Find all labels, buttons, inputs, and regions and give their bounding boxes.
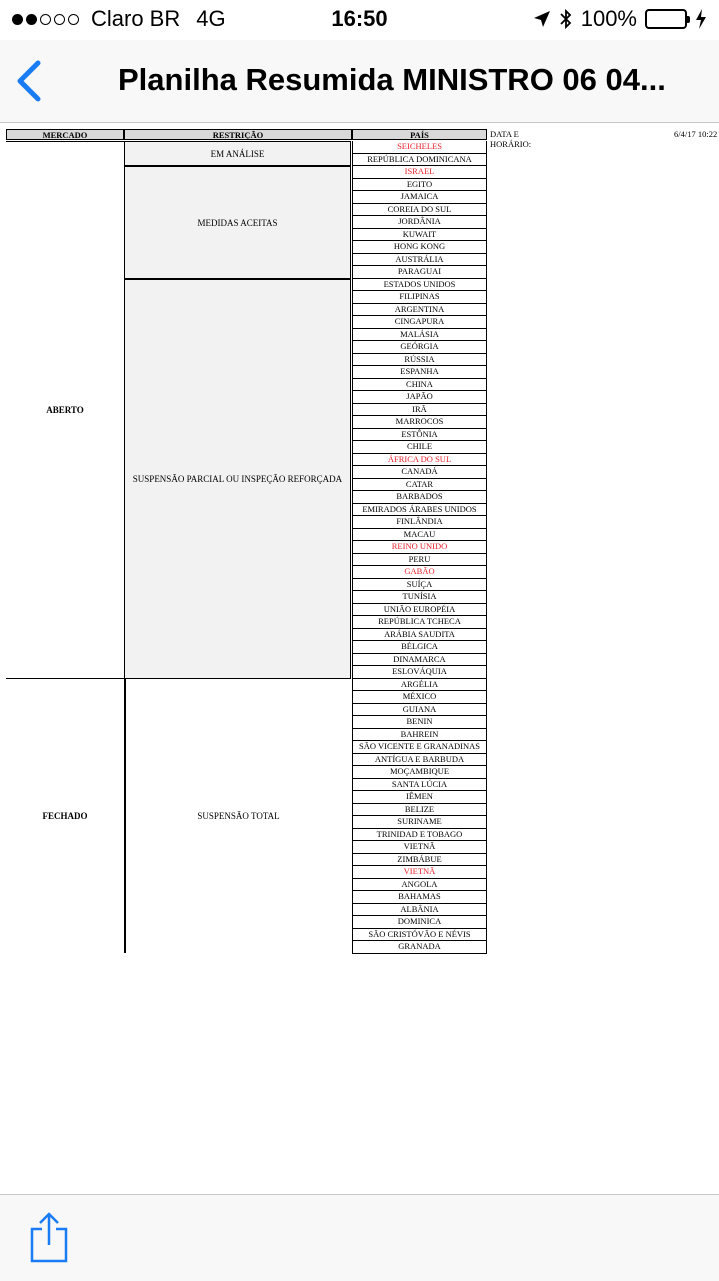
- country-cell: FINLÂNDIA: [352, 516, 487, 529]
- mercado-fechado: FECHADO: [6, 678, 124, 953]
- header-mercado: MERCADO: [6, 129, 124, 140]
- country-cell: SURINAME: [352, 816, 487, 829]
- status-bar: [0, 0, 719, 40]
- country-cell: MARROCOS: [352, 416, 487, 429]
- country-cell: KUWAIT: [352, 229, 487, 242]
- country-cell: BAHAMAS: [352, 891, 487, 904]
- country-cell: REINO UNIDO: [352, 541, 487, 554]
- country-cell: GEÓRGIA: [352, 341, 487, 354]
- country-cell: ZIMBÁBUE: [352, 854, 487, 867]
- country-cell: CINGAPURA: [352, 316, 487, 329]
- country-cell: HONG KONG: [352, 241, 487, 254]
- carrier-name: Claro BR: [91, 6, 181, 31]
- country-cell: DINAMARCA: [352, 654, 487, 667]
- bolt-icon: [695, 9, 707, 29]
- country-cell: ARGENTINA: [352, 304, 487, 317]
- country-cell: ESPANHA: [352, 366, 487, 379]
- location-arrow-icon: [533, 10, 551, 28]
- header-pais: PAÍS: [352, 129, 487, 140]
- country-cell: MOÇAMBIQUE: [352, 766, 487, 779]
- country-cell: JORDÂNIA: [352, 216, 487, 229]
- country-cell: BÉLGICA: [352, 641, 487, 654]
- country-cell: COREIA DO SUL: [352, 204, 487, 217]
- restricao-medidas-aceitas: MEDIDAS ACEITAS: [124, 166, 351, 279]
- restricao-em-analise: EM ANÁLISE: [124, 141, 351, 166]
- country-cell: BELIZE: [352, 804, 487, 817]
- country-cell: GRANADA: [352, 941, 487, 954]
- country-cell: MÉXICO: [352, 691, 487, 704]
- bottom-toolbar: [0, 1194, 719, 1281]
- network-type: 4G: [196, 6, 226, 31]
- country-cell: JAMAICA: [352, 191, 487, 204]
- country-cell: VIETNÃ: [352, 866, 487, 879]
- country-cell: ESTÔNIA: [352, 429, 487, 442]
- country-cell: CANADÁ: [352, 466, 487, 479]
- country-cell: BARBADOS: [352, 491, 487, 504]
- navigation-bar: [0, 40, 719, 123]
- country-cell: GUIANA: [352, 704, 487, 717]
- restricao-suspensao-total: SUSPENSÃO TOTAL: [124, 679, 351, 953]
- country-cell: IÊMEN: [352, 791, 487, 804]
- document-title: Planilha Resumida MINISTRO 06 04...: [118, 62, 666, 97]
- date-value: 6/4/17 10:22: [674, 129, 718, 139]
- country-cell: DOMINICA: [352, 916, 487, 929]
- country-cell: ALBÂNIA: [352, 904, 487, 917]
- country-cell: JAPÃO: [352, 391, 487, 404]
- mercado-aberto: ABERTO: [6, 141, 124, 678]
- country-cell: BENIN: [352, 716, 487, 729]
- country-cell: SÃO CRISTÓVÃO E NÉVIS: [352, 929, 487, 942]
- country-cell: SEICHELES: [352, 141, 487, 154]
- bluetooth-icon: [559, 8, 573, 30]
- country-cell: TUNÍSIA: [352, 591, 487, 604]
- country-cell: ISRAEL: [352, 166, 487, 179]
- country-cell: SUÍÇA: [352, 579, 487, 592]
- country-cell: ÁFRICA DO SUL: [352, 454, 487, 467]
- battery-icon: [645, 9, 687, 29]
- country-cell: RÚSSIA: [352, 354, 487, 367]
- country-cell: AUSTRÁLIA: [352, 254, 487, 267]
- country-cell: ARÁBIA SAUDITA: [352, 629, 487, 642]
- share-icon[interactable]: [28, 1211, 70, 1263]
- country-cell: REPÚBLICA DOMINICANA: [352, 154, 487, 167]
- country-cell: CHINA: [352, 379, 487, 392]
- status-time: 16:50: [331, 6, 388, 31]
- country-cell: ARGÉLIA: [352, 679, 487, 692]
- country-cell: BAHREIN: [352, 729, 487, 742]
- country-cell: SANTA LÚCIA: [352, 779, 487, 792]
- status-right: [533, 6, 707, 32]
- chevron-left-icon[interactable]: [14, 60, 44, 102]
- restricao-suspensao-parcial: SUSPENSÃO PARCIAL OU INSPEÇÃO REFORÇADA: [124, 279, 351, 679]
- country-cell: FILIPINAS: [352, 291, 487, 304]
- country-cell: TRINIDAD E TOBAGO: [352, 829, 487, 842]
- battery-percent: 100%: [580, 6, 637, 31]
- date-label: DATA E HORÁRIO:: [490, 129, 532, 149]
- country-cell: VIETNÃ: [352, 841, 487, 854]
- country-cell: MACAU: [352, 529, 487, 542]
- country-list: [352, 141, 487, 954]
- country-cell: PERU: [352, 554, 487, 567]
- header-restricao: RESTRIÇÃO: [124, 129, 352, 140]
- country-cell: CHILE: [352, 441, 487, 454]
- country-cell: REPÚBLICA TCHECA: [352, 616, 487, 629]
- country-cell: GABÃO: [352, 566, 487, 579]
- country-cell: ESTADOS UNIDOS: [352, 279, 487, 292]
- country-cell: EGITO: [352, 179, 487, 192]
- country-cell: UNIÃO EUROPÉIA: [352, 604, 487, 617]
- country-cell: EMIRADOS ÁRABES UNIDOS: [352, 504, 487, 517]
- country-cell: PARAGUAI: [352, 266, 487, 279]
- country-cell: IRÃ: [352, 404, 487, 417]
- country-cell: ESLOVÁQUIA: [352, 666, 487, 679]
- country-cell: ANGOLA: [352, 879, 487, 892]
- country-cell: MALÁSIA: [352, 329, 487, 342]
- country-cell: CATAR: [352, 479, 487, 492]
- document-view[interactable]: [0, 123, 719, 1193]
- country-cell: SÃO VICENTE E GRANADINAS: [352, 741, 487, 754]
- country-cell: ANTÍGUA E BARBUDA: [352, 754, 487, 767]
